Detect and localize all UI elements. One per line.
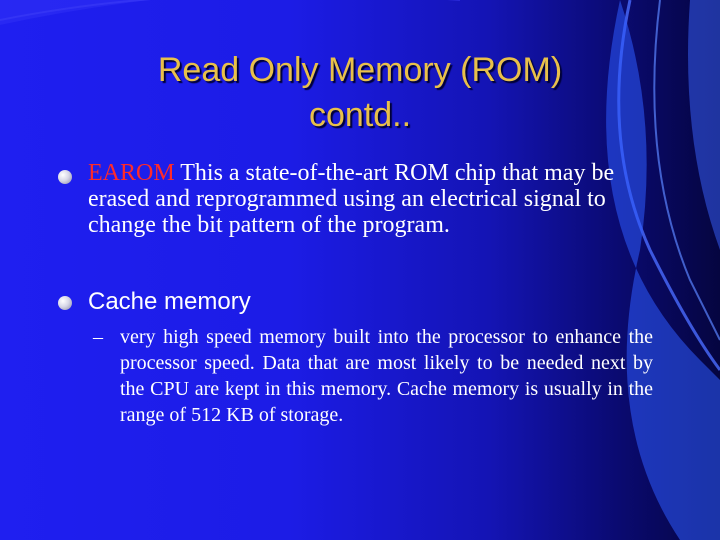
title-line-2: contd.. xyxy=(308,96,412,134)
bullet-earom-body: This a state-of-the-art ROM chip that may be erased and reprogrammed using an electrical signal to change the bit pattern of the program. xyxy=(88,160,615,238)
sub-bullet-text: very high speed memory built into the processor to enhance the processor speed. Data that are most likely to be needed next by the CPU are kept in this memory. Cache memory is usually in the range of 512 KB of storage. xyxy=(120,326,653,426)
bullet-cache-memory xyxy=(58,287,633,317)
bullet-cache-memory-label: Cache memory xyxy=(88,288,251,315)
bullet-earom-text xyxy=(88,160,633,238)
sub-bullet-cache xyxy=(93,324,653,428)
dash-marker: – xyxy=(93,326,103,348)
bullet-dot-icon xyxy=(58,170,72,184)
slide-title xyxy=(60,48,660,138)
bullet-earom xyxy=(58,160,633,238)
title-line-1: Read Only Memory (ROM) xyxy=(157,51,563,89)
bullet-dot-icon xyxy=(58,296,72,310)
bullet-keyword: EAROM xyxy=(88,160,175,186)
